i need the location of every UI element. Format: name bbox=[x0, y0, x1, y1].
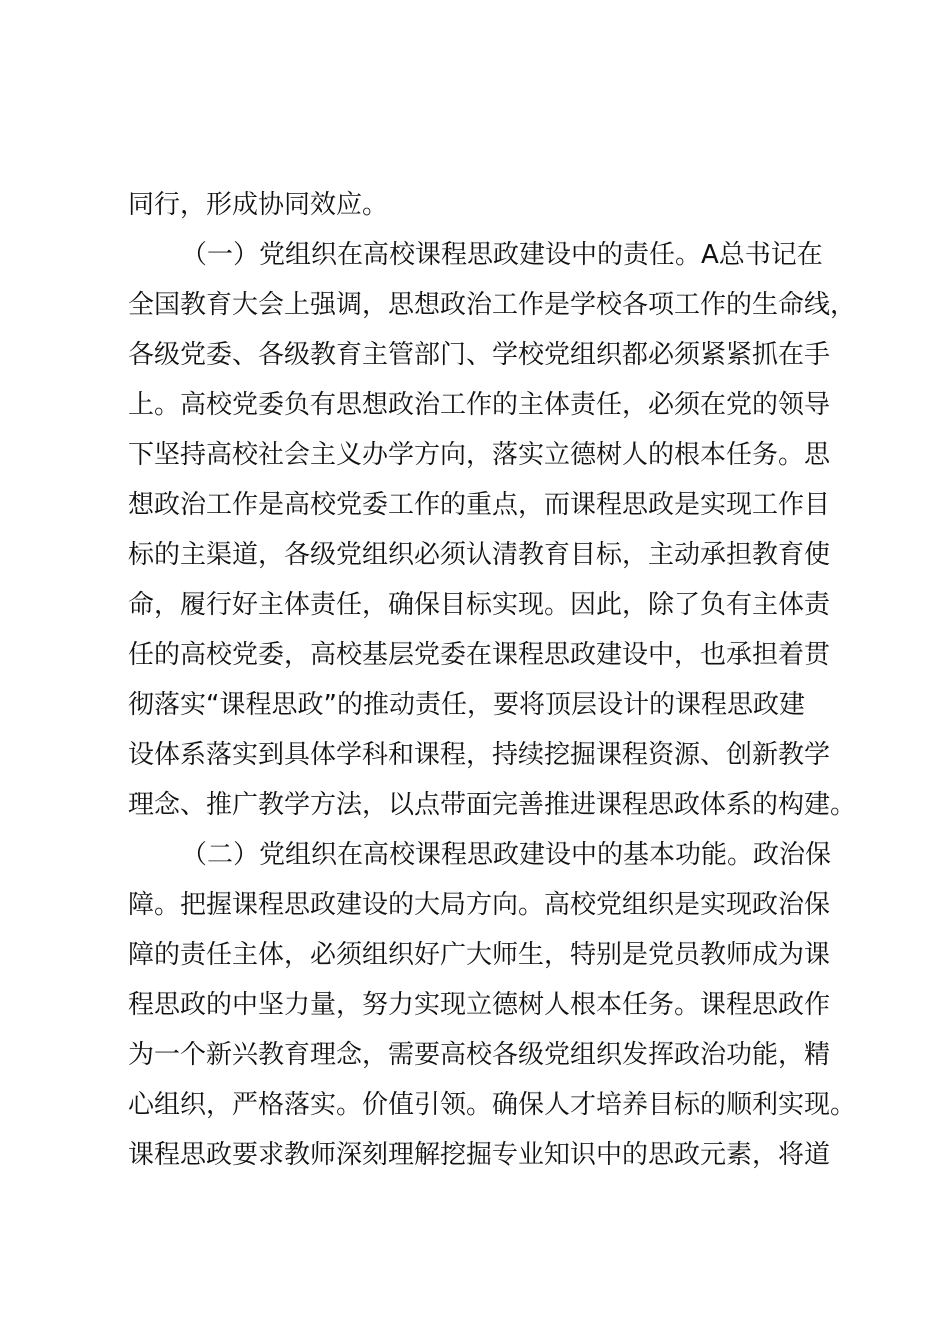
text-line: 理念、推广教学方法，以点带面完善推进课程思政体系的构建。 bbox=[128, 790, 857, 820]
text-line: 障。把握课程思政建设的大局方向。高校党组织是实现政治保 bbox=[128, 890, 831, 920]
text-line: 心组织，严格落实。价值引领。确保人才培养目标的顺利实现。 bbox=[128, 1090, 857, 1120]
text-line: 各级党委、各级教育主管部门、学校党组织都必须紧紧抓在手 bbox=[128, 340, 831, 370]
text-line: 上。高校党委负有思想政治工作的主体责任，必须在党的领导 bbox=[128, 390, 831, 420]
text-line: 程思政的中坚力量，努力实现立德树人根本任务。课程思政作 bbox=[128, 990, 831, 1020]
text-line: 任的高校党委，高校基层党委在课程思政建设中，也承担着贯 bbox=[128, 640, 831, 670]
text-line: 障的责任主体，必须组织好广大师生，特别是党员教师成为课 bbox=[128, 940, 831, 970]
text-line: 设体系落实到具体学科和课程，持续挖掘课程资源、创新教学 bbox=[128, 740, 831, 770]
text-line: 彻落实“课程思政”的推动责任，要将顶层设计的课程思政建 bbox=[128, 690, 805, 720]
paragraph-heading-line: （二）党组织在高校课程思政建设中的基本功能。政治保 bbox=[181, 840, 832, 870]
text-line: 命，履行好主体责任，确保目标实现。因此，除了负有主体责 bbox=[128, 590, 831, 620]
text-line: 同行，形成协同效应。 bbox=[128, 190, 389, 220]
text-line: 课程思政要求教师深刻理解挖掘专业知识中的思政元素，将道 bbox=[128, 1140, 831, 1170]
text-line: 为一个新兴教育理念，需要高校各级党组织发挥政治功能，精 bbox=[128, 1040, 831, 1070]
text-line: 想政治工作是高校党委工作的重点，而课程思政是实现工作目 bbox=[128, 490, 831, 520]
text-line: 下坚持高校社会主义办学方向，落实立德树人的根本任务。思 bbox=[128, 440, 831, 470]
text-line: 标的主渠道，各级党组织必须认清教育目标，主动承担教育使 bbox=[128, 540, 831, 570]
text-line: 全国教育大会上强调，思想政治工作是学校各项工作的生命线， bbox=[128, 290, 857, 320]
document-body bbox=[128, 180, 868, 1180]
paragraph-heading-line: （一）党组织在高校课程思政建设中的责任。A总书记在 bbox=[181, 240, 823, 270]
